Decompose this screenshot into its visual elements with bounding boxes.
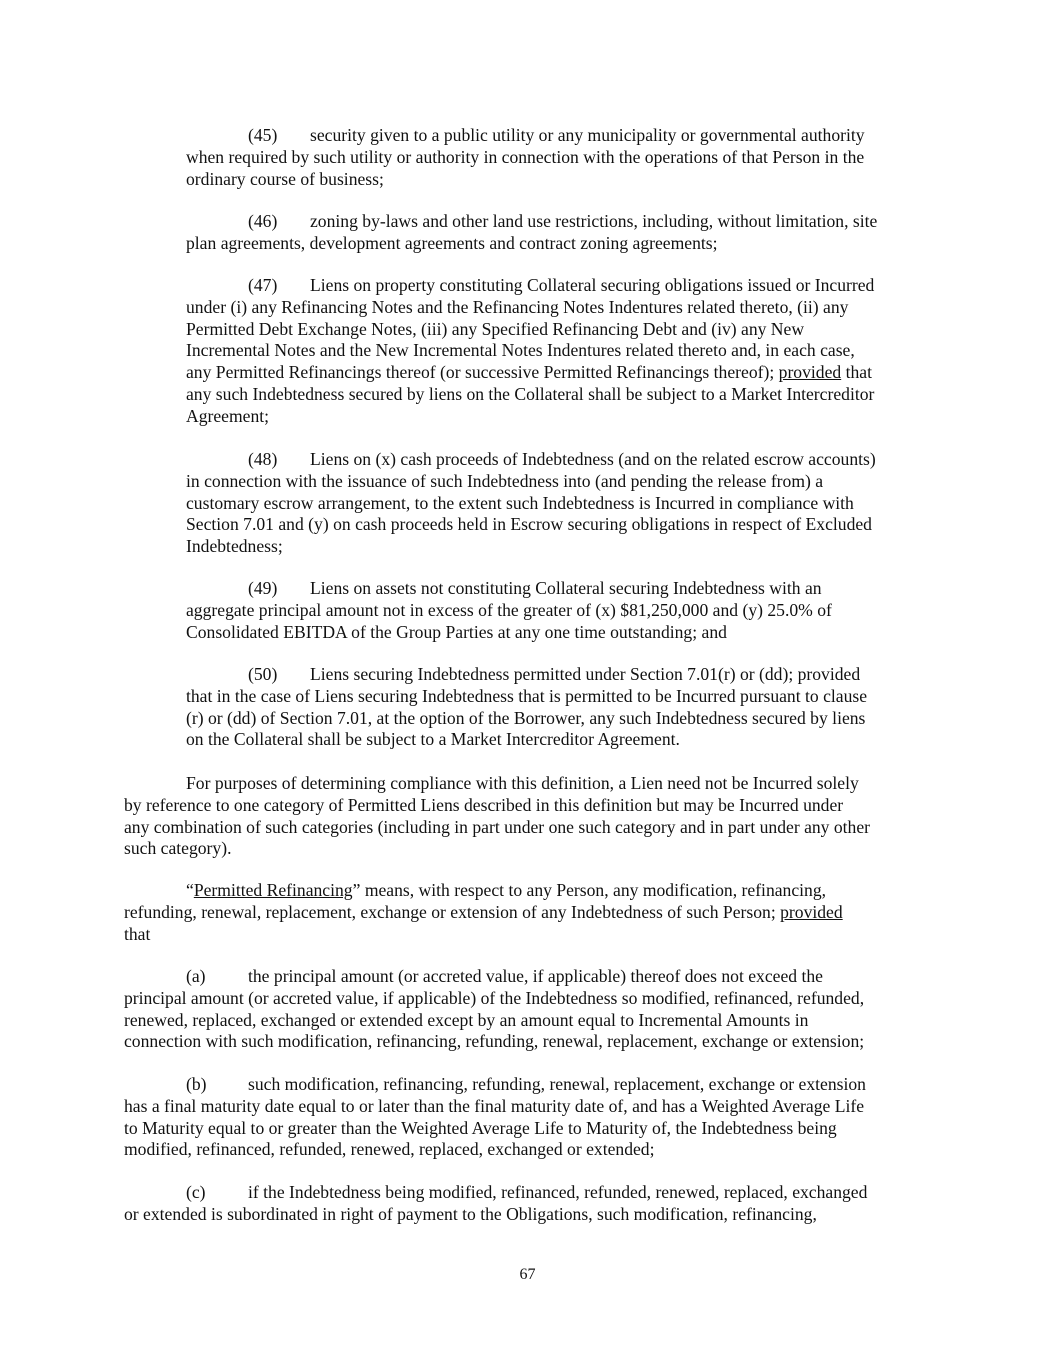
clause-47 — [186, 275, 946, 428]
compliance-paragraph — [124, 773, 944, 860]
clause-number: (49) — [248, 578, 278, 598]
open-quote: “ — [186, 880, 194, 900]
clause-text: under (i) any Refinancing Notes and the Refinancing Notes Indentures related thereto, (ii) any — [186, 296, 849, 317]
sub-item-text: or extended is subordinated in right of payment to the Obligations, such modification, refinancing, — [124, 1203, 817, 1224]
sub-item-text: the principal amount (or accreted value, if applicable) thereof does not exceed the — [248, 966, 823, 986]
clause-text: Liens on (x) cash proceeds of Indebtedness (and on the related escrow accounts) — [310, 449, 876, 469]
sub-item-text: connection with such modification, refinancing, refunding, renewal, replacement, exchange or extension; — [124, 1031, 865, 1052]
definition-text: ” means, with respect to any Person, any modification, refinancing, — [352, 880, 827, 900]
sub-item-a — [124, 966, 944, 1053]
sub-item-b — [124, 1074, 944, 1161]
clause-text: security given to a public utility or any municipality or governmental authority — [310, 125, 865, 145]
clause-text: (r) or (dd) of Section 7.01, at the option of the Borrower, any such Indebtedness secured by liens — [186, 707, 866, 728]
sub-item-text: if the Indebtedness being modified, refinanced, refunded, renewed, replaced, exchanged — [248, 1182, 868, 1202]
sub-item-letter: (b) — [186, 1074, 207, 1094]
defined-term: Permitted Refinancing — [193, 880, 353, 900]
clause-number: (46) — [248, 211, 278, 231]
provided-term: provided — [780, 901, 843, 922]
clause-number: (45) — [248, 125, 278, 145]
clause-number: (47) — [248, 275, 278, 295]
clause-45 — [186, 125, 946, 190]
clause-text: when required by such utility or authority in connection with the operations of that Person in the — [186, 146, 865, 167]
definition-text: refunding, renewal, replacement, exchange or extension of any Indebtedness of such Person; — [124, 901, 776, 922]
clause-number: (48) — [248, 449, 278, 469]
paragraph-text: For purposes of determining compliance with this definition, a Lien need not be Incurred solely — [186, 773, 859, 793]
clause-text: Section 7.01 and (y) on cash proceeds held in Escrow securing obligations in respect of Excluded — [186, 514, 872, 535]
clause-text: zoning by-laws and other land use restrictions, including, without limitation, site — [310, 211, 878, 231]
sub-item-text: modified, refinanced, refunded, renewed, replaced, exchanged or extended; — [124, 1139, 655, 1160]
clause-text: Liens on assets not constituting Collateral securing Indebtedness with an — [310, 578, 822, 598]
sub-item-text: such modification, refinancing, refunding, renewal, replacement, exchange or extension — [248, 1074, 866, 1094]
paragraph-text: by reference to one category of Permitted Liens described in this definition but may be Incurred under — [124, 794, 844, 815]
clause-text: Consolidated EBITDA of the Group Parties at any one time outstanding; and — [186, 621, 727, 642]
clause-49 — [186, 578, 946, 643]
clause-text: in connection with the issuance of such Indebtedness into (and pending the release from) a — [186, 470, 824, 491]
clause-text: Agreement; — [186, 405, 270, 426]
page-number: 67 — [519, 1266, 536, 1283]
clause-text: customary escrow arrangement, to the extent such Indebtedness is Incurred in compliance with — [186, 492, 854, 513]
clause-text: on the Collateral shall be subject to a Market Intercreditor Agreement. — [186, 729, 680, 750]
clause-text: ordinary course of business; — [186, 168, 384, 189]
sub-item-text: principal amount (or accreted value, if applicable) of the Indebtedness so modified, refinanced, refunded, — [124, 987, 865, 1008]
sub-item-letter: (c) — [186, 1182, 206, 1202]
sub-item-text: renewed, replaced, exchanged or extended except by an amount equal to Incremental Amounts in — [124, 1009, 809, 1030]
clause-48 — [186, 449, 946, 558]
clause-text: Liens securing Indebtedness permitted under Section 7.01(r) or (dd); provided — [310, 664, 861, 684]
clause-text: Permitted Debt Exchange Notes, (iii) any Specified Refinancing Debt and (iv) any New — [186, 318, 805, 339]
clause-text: that in the case of Liens securing Indebtedness that is permitted to be Incurred pursuant to clause — [186, 685, 868, 706]
paragraph-text: any combination of such categories (including in part under one such category and in part under any other — [124, 816, 871, 837]
sub-item-text: to Maturity equal to or greater than the Weighted Average Life to Maturity of, the Indebtedness being — [124, 1117, 837, 1138]
clause-50 — [186, 664, 946, 751]
clause-text: any Permitted Refinancings thereof (or successive Permitted Refinancings thereof); — [186, 362, 775, 383]
definition-text: that — [124, 923, 151, 944]
sub-item-c — [124, 1182, 944, 1226]
clause-number: (50) — [248, 664, 278, 684]
provided-term: provided — [778, 362, 842, 383]
sub-item-text: has a final maturity date equal to or later than the final maturity date of, and has a Weighted Average Life — [124, 1095, 865, 1116]
clause-text: Liens on property constituting Collateral securing obligations issued or Incurred — [310, 275, 875, 295]
clause-text: that — [845, 362, 872, 383]
clause-text: aggregate principal amount not in excess of the greater of (x) $81,250,000 and (y) 25.0% of — [186, 599, 832, 620]
clause-text: Incremental Notes and the New Incremental Notes Indentures related thereto and, in each case, — [186, 340, 855, 361]
definition-permitted-refinancing — [124, 880, 944, 945]
paragraph-text: such category). — [124, 838, 232, 859]
clause-text: any such Indebtedness secured by liens on the Collateral shall be subject to a Market Intercreditor — [186, 383, 875, 404]
clause-46 — [186, 211, 946, 255]
sub-item-letter: (a) — [186, 966, 206, 986]
clause-text: plan agreements, development agreements and contract zoning agreements; — [186, 232, 718, 253]
clause-text: Indebtedness; — [186, 536, 283, 557]
